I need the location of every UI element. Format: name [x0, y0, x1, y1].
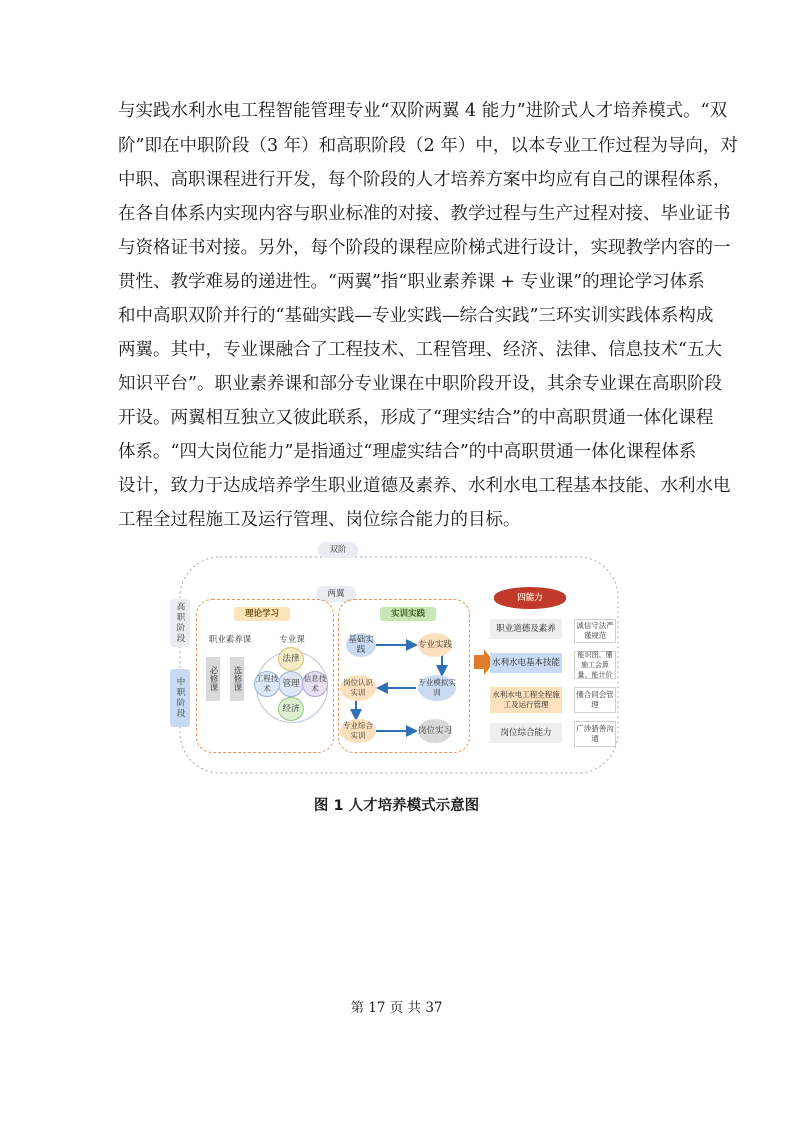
- quality-text: 懂合同会管理: [576, 690, 614, 709]
- text-line: 中职、高职课程进行开发，每个阶段的人才培养方案中均应有自己的课程体系，: [118, 170, 731, 190]
- text-line: 阶”即在中职阶段（3 年）和高职阶段（2 年）中，以本专业工作过程为导向，对: [118, 136, 738, 156]
- ability-text: 岗位综合能力: [500, 728, 552, 738]
- ability-item: [490, 723, 562, 743]
- quality-item: [574, 721, 616, 747]
- practice-header: [380, 607, 436, 621]
- practice-title: 实训实践: [390, 609, 425, 619]
- economy-text: 经济: [282, 704, 300, 714]
- ability-text: 水利水电工程全程施工及运行管理: [492, 690, 560, 709]
- info-tech-circle: [302, 671, 328, 697]
- elective-course-box: [230, 657, 244, 701]
- text-line: 与实践水利水电工程智能管理专业“双阶两翼 4 能力”进阶式人才培养模式。“双: [118, 101, 728, 121]
- ability-item: [490, 653, 562, 673]
- quality-course-text: 职业素养课: [208, 635, 252, 645]
- law-circle: [278, 647, 304, 671]
- sim-training-text: 专业模拟实训: [418, 678, 456, 697]
- major-practice-text: 专业实践: [418, 640, 453, 650]
- abilities-title: 四能力: [517, 593, 543, 603]
- quality-item: [574, 651, 616, 679]
- dual-stage-text: 双阶: [329, 545, 347, 555]
- internship-text: 岗位实习: [418, 726, 453, 736]
- sim-training-node: [418, 675, 456, 701]
- job-awareness-node: [340, 675, 376, 701]
- major-course-text: 专业课: [279, 635, 305, 645]
- wings-text: 两翼: [327, 589, 345, 599]
- engineering-text: 工程技术: [255, 674, 279, 693]
- engineering-circle: [254, 671, 280, 697]
- ability-text: 职业道德及素养: [496, 624, 556, 634]
- text-line: 与资格证书对接。另外，每个阶段的课程应阶梯式进行设计，实现教学内容的一: [118, 238, 731, 258]
- info-tech-text: 信息技术: [303, 674, 327, 693]
- comprehensive-training-text: 专业综合实训: [343, 721, 373, 740]
- economy-circle: [278, 697, 304, 721]
- text-line: 两翼。其中，专业课融合了工程技术、工程管理、经济、法律、信息技术“五大: [118, 340, 722, 360]
- stage-mid-label: [170, 669, 190, 727]
- text-line: 开设。两翼相互独立又彼此联系，形成了“理实结合”的中高职贯通一体化课程: [118, 408, 714, 428]
- management-text: 管理: [282, 679, 300, 689]
- quality-item: [574, 687, 616, 713]
- quality-text: 广涉猎善沟通: [576, 724, 614, 743]
- quality-item: [574, 619, 616, 643]
- comprehensive-training-node: [340, 719, 376, 743]
- stage-mid-text: 中职阶段: [175, 677, 185, 719]
- management-circle: [278, 671, 304, 697]
- text-line: 和中高职双阶并行的“基础实践—专业实践—综合实践”三环实训实践体系构成: [118, 306, 714, 326]
- major-practice-node: [418, 633, 452, 657]
- page-number: 第 17 页 共 37: [350, 1000, 443, 1016]
- elective-course-text: 选修课: [232, 666, 242, 692]
- training-model-diagram: [168, 547, 628, 777]
- internship-node: [418, 719, 452, 743]
- text-line: 知识平台”。职业素养课和部分专业课在中职阶段开设，其余专业课在高职阶段: [118, 374, 722, 394]
- major-course-label: [272, 635, 312, 647]
- ability-text: 水利水电基本技能: [491, 658, 560, 668]
- text-line: 在各自体系内实现内容与职业标准的对接、教学过程与生产过程对接、毕业证书: [118, 204, 731, 224]
- basic-practice-node: [346, 633, 376, 657]
- job-awareness-text: 岗位认识实训: [343, 678, 373, 697]
- stage-high-label: [170, 599, 190, 647]
- basic-practice-text: 基础实践: [348, 635, 374, 655]
- text-line: 设计，致力于达成培养学生职业道德及素养、水利水电工程基本技能、水利水电: [118, 476, 731, 496]
- figure-caption: 图 1 人才培养模式示意图: [313, 798, 480, 814]
- abilities-header: [494, 587, 566, 609]
- text-line: 贯性、教学难易的递进性。“两翼”指“职业素养课 + 专业课”的理论学习体系: [118, 272, 705, 292]
- quality-course-label: [204, 635, 256, 647]
- ability-item: [490, 687, 562, 713]
- theory-header: [234, 607, 290, 621]
- stage-high-text: 高职阶段: [175, 602, 185, 644]
- law-text: 法律: [282, 654, 300, 664]
- ability-item: [490, 619, 562, 639]
- theory-title: 理论学习: [244, 609, 279, 619]
- quality-text: 能识图、懂施工会算量、能计价: [577, 651, 613, 679]
- text-line: 工程全过程施工及运行管理、岗位综合能力的目标。: [118, 510, 521, 530]
- required-course-text: 必修课: [208, 666, 218, 692]
- dual-stage-label: [318, 542, 358, 558]
- text-line: 体系。“四大岗位能力”是指通过“理虚实结合”的中高职贯通一体化课程体系: [118, 442, 697, 462]
- required-course-box: [206, 657, 220, 701]
- quality-text: 诚信守法严谨规范: [576, 621, 614, 640]
